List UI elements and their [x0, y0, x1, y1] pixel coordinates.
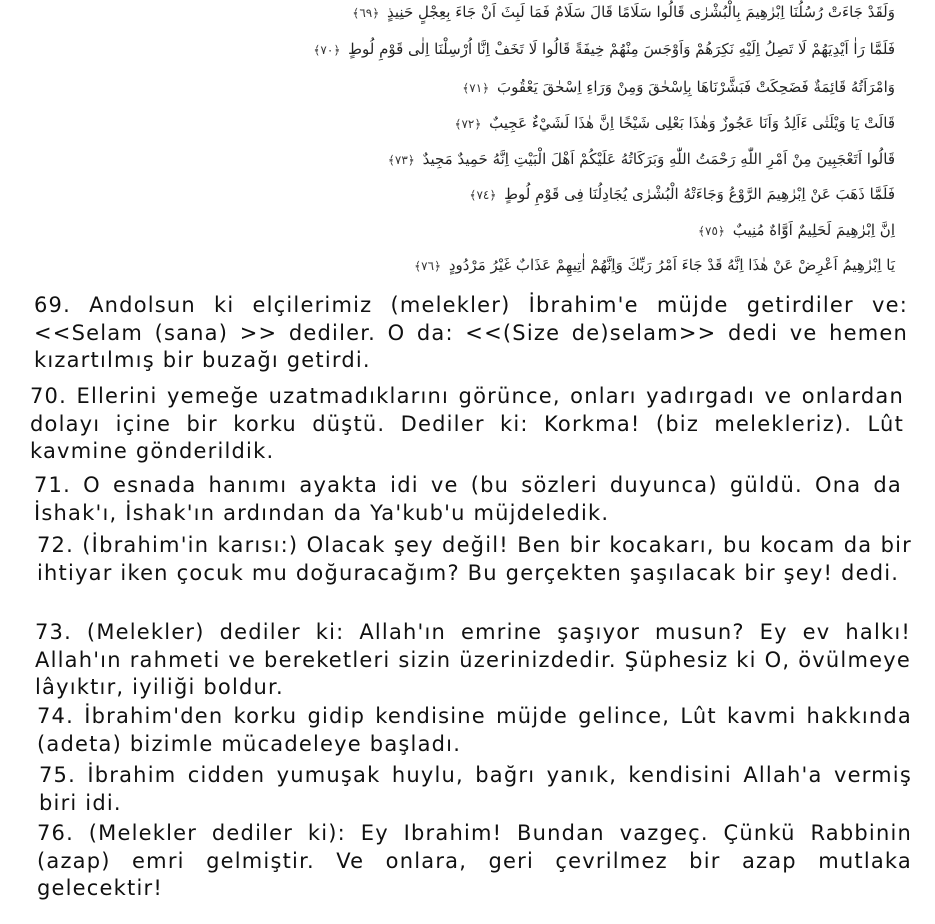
- ayah-number-76: ﴿٧٦﴾: [414, 259, 442, 273]
- arabic-verse-71: وَامْرَاَتُهُ قَائِمَةٌ فَضَحِكَتْ فَبَشَّرْنَاهَا بِاِسْحٰقَ وَمِنْ وَرَاءِ اِسْحٰقَ يَعْقُوبَ ﴿٧١﴾: [462, 78, 895, 96]
- ayah-number-71: ﴿٧١﴾: [462, 81, 490, 95]
- arabic-verse-72: قَالَتْ يَا وَيْلَتٰى ءَاَلِدُ وَاَنَا عَجُوزٌ وَهٰذَا بَعْلِى شَيْخًا اِنَّ هٰذَا لَشَيْءٌ عَجِيبٌ ﴿٧٢﴾: [454, 114, 895, 132]
- arabic-verse-69: وَلَقَدْ جَاءَتْ رُسُلُنَا اِبْرٰهِيمَ بِالْبُشْرٰى قَالُوا سَلَامًا قَالَ سَلَامٌ فَمَا لَبِثَ اَنْ جَاءَ بِعِجْلٍ حَنِيذٍ ﴿٦٩﴾: [352, 3, 895, 21]
- translation-paragraph-75: 75. İbrahim cidden yumuşak huylu, bağrı yanık, kendisini Allah'a vermiş biri idi.: [39, 763, 912, 815]
- ayah-number-69: ﴿٦٩﴾: [352, 6, 380, 20]
- translation-paragraph-73: 73. (Melekler) dediler ki: Allah'ın emrine şaşıyor musun? Ey ev halkı! Allah'ın rahmeti ve bereketleri sizin üzerinizdedir. Şüphesiz ki O, övülmeye lâyıktır, iyiliği boldur.: [35, 620, 911, 699]
- arabic-verse-76: يَا اِبْرٰهِيمُ اَعْرِضْ عَنْ هٰذَا اِنَّهُ قَدْ جَاءَ اَمْرُ رَبِّكَ وَاِنَّهُمْ اٰتِيهِمْ عَذَابٌ غَيْرُ مَرْدُودٍ ﴿٧٦﴾: [414, 256, 895, 274]
- translation-paragraph-71: 71. O esnada hanımı ayakta idi ve (bu sözleri duyunca) güldü. Ona da İshak'ı, İshak'ın ardından da Ya'kub'u müjdeledik.: [34, 473, 902, 525]
- ayah-number-74: ﴿٧٤﴾: [469, 188, 497, 202]
- translation-paragraph-69: 69. Andolsun ki elçilerimiz (melekler) İbrahim'e müjde getirdiler ve: <<Selam (sana) >> dediler. O da: <<(Size de)selam>> dedi ve hemen kızartılmış bir buzağı getirdi.: [34, 293, 908, 372]
- ayah-number-75: ﴿٧٥﴾: [697, 224, 725, 238]
- arabic-verse-74: فَلَمَّا ذَهَبَ عَنْ اِبْرٰهِيمَ الرَّوْعُ وَجَاءَتْهُ الْبُشْرٰى يُجَادِلُنَا فِى قَوْمِ لُوطٍ ﴿٧٤﴾: [469, 185, 895, 203]
- ayah-number-70: ﴿٧٠﴾: [313, 43, 341, 57]
- ayah-number-72: ﴿٧٢﴾: [454, 117, 482, 131]
- translation-paragraph-74: 74. İbrahim'den korku gidip kendisine müjde gelince, Lût kavmi hakkında (adeta) bizimle mücadeleye başladı.: [37, 704, 912, 756]
- arabic-verse-75: اِنَّ اِبْرٰهِيمَ لَحَلِيمٌ اَوَّاهٌ مُنِيبٌ ﴿٧٥﴾: [697, 221, 895, 239]
- translation-paragraph-72: 72. (İbrahim'in karısı:) Olacak şey değil! Ben bir kocakarı, bu kocam da bir ihtiyar iken çocuk mu doğuracağım? Bu gerçekten şaşılacak bir şey! dedi.: [37, 533, 912, 585]
- ayah-number-73: ﴿٧٣﴾: [387, 153, 415, 167]
- arabic-verse-70: فَلَمَّا رَاٰ اَيْدِيَهُمْ لَا تَصِلُ اِلَيْهِ نَكِرَهُمْ وَاَوْجَسَ مِنْهُمْ خِيفَةً قَالُوا لَا تَخَفْ اِنَّا اُرْسِلْنَا اِلٰى قَوْمِ لُوطٍ ﴿٧٠﴾: [313, 40, 895, 58]
- translation-paragraph-76: 76. (Melekler dediler ki): Ey Ibrahim! Bundan vazgeç. Çünkü Rabbinin (azap) emri gelmiştir. Ve onlara, geri çevrilmez bir azap mutlaka gelecektir!: [37, 821, 912, 900]
- translation-paragraph-70: 70. Ellerini yemeğe uzatmadıklarını görünce, onları yadırgadı ve onlardan dolayı içine bir korku düştü. Dediler ki: Korkma! (biz melekleriz). Lût kavmine gönderildik.: [30, 384, 904, 463]
- arabic-verse-73: قَالُوا اَتَعْجَبِينَ مِنْ اَمْرِ اللّٰهِ رَحْمَتُ اللّٰهِ وَبَرَكَاتُهُ عَلَيْكُمْ اَهْلَ الْبَيْتِ اِنَّهُ حَمِيدٌ مَجِيدٌ ﴿٧٣﴾: [387, 150, 895, 168]
